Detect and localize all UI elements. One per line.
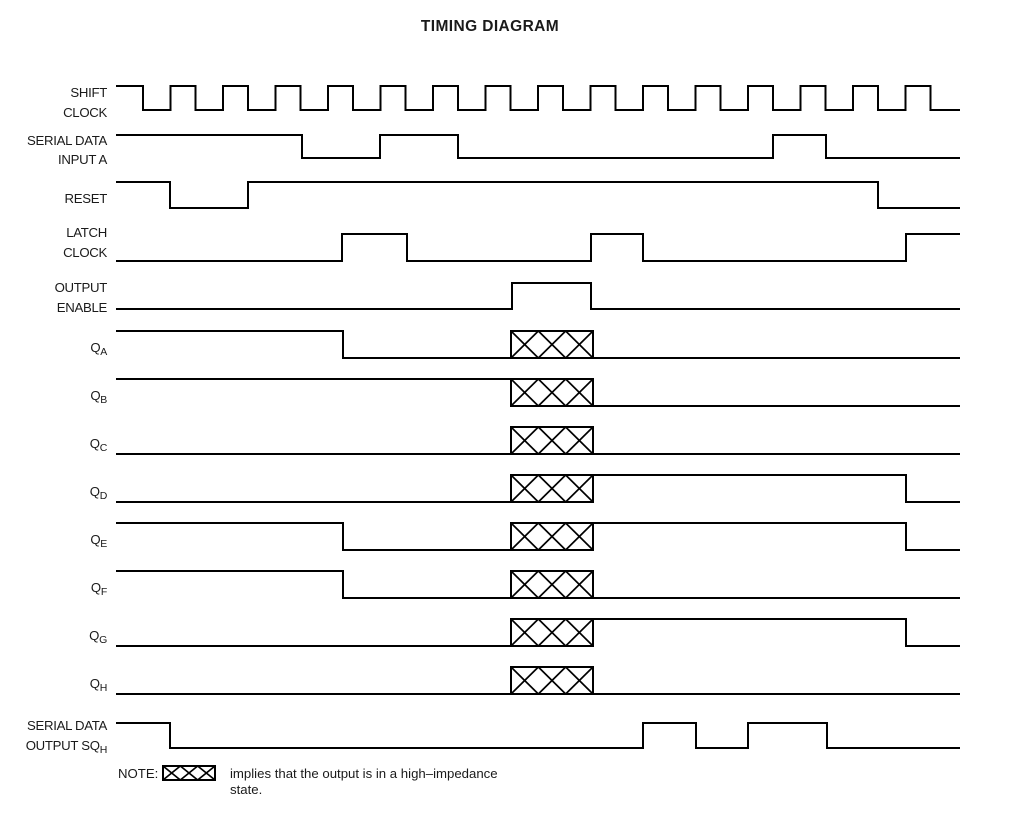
high-impedance-box <box>511 619 593 646</box>
high-impedance-icon <box>163 766 215 780</box>
waveform-qa <box>117 331 511 358</box>
signal-label-latch-clock: LATCH <box>66 225 107 240</box>
signal-label-qb: $Q_B$ <box>90 388 107 406</box>
signal-row-shift-clock <box>63 85 959 120</box>
note-label: NOTE: <box>118 766 159 781</box>
signal-label-serial-data-input-a: SERIAL DATA <box>27 133 107 148</box>
signal-row-qg <box>89 619 959 646</box>
waveform-rows <box>26 85 959 756</box>
high-impedance-box <box>511 379 593 406</box>
signal-row-qh <box>90 667 959 694</box>
signal-row-qa <box>90 331 959 358</box>
signal-row-qd <box>90 475 959 502</box>
waveform-qe-post <box>593 523 959 550</box>
waveform-serial-data-output-sqh <box>117 723 959 748</box>
signal-row-qf <box>91 571 959 598</box>
waveform-qg-post <box>593 619 959 646</box>
high-impedance-box <box>511 475 593 502</box>
waveform-serial-data-input-a <box>117 135 959 158</box>
signal-row-reset <box>65 182 959 208</box>
signal-label-serial-data-output-sqh: SERIAL DATA <box>27 718 107 733</box>
signal-label-qa: $Q_A$ <box>90 340 107 358</box>
high-impedance-box <box>163 766 215 780</box>
waveform-qe <box>117 523 511 550</box>
waveform-reset <box>117 182 959 208</box>
signal-row-serial-data-output-sqh <box>26 718 959 756</box>
signal-label-output-enable: OUTPUT <box>54 280 107 295</box>
high-impedance-box <box>511 427 593 454</box>
signal-label-shift-clock: CLOCK <box>63 105 107 120</box>
waveform-shift-clock <box>117 86 959 110</box>
signal-row-qe <box>90 523 959 550</box>
high-impedance-box <box>511 667 593 694</box>
signal-row-output-enable <box>55 280 959 315</box>
waveform-output-enable <box>117 283 959 309</box>
waveform-qd-post <box>593 475 959 502</box>
signal-label-qf: $Q_F$ <box>90 580 107 598</box>
signal-row-serial-data-input-a <box>27 133 959 167</box>
signal-row-qc <box>90 427 959 454</box>
signal-row-latch-clock <box>63 225 959 261</box>
note-text-line1: implies that the output is in a high–impedance <box>230 766 498 781</box>
signal-label-serial-data-input-a: INPUT A <box>58 152 107 167</box>
signal-label-qc: $Q_C$ <box>89 436 107 454</box>
signal-label-output-enable: ENABLE <box>56 300 107 315</box>
signal-label-latch-clock: CLOCK <box>63 245 107 260</box>
signal-label-qh: $Q_H$ <box>89 676 107 694</box>
page-title: TIMING DIAGRAM <box>420 18 560 35</box>
high-impedance-box <box>511 331 593 358</box>
high-impedance-box <box>511 571 593 598</box>
waveform-qf <box>117 571 511 598</box>
signal-label-shift-clock: SHIFT <box>70 85 107 100</box>
signal-label-qe: $Q_E$ <box>90 532 107 550</box>
note-text-line2: state. <box>230 782 263 797</box>
signal-row-qb <box>90 379 959 406</box>
signal-label-serial-data-output-sqh: OUTPUT $SQ_H$ <box>25 738 107 756</box>
signal-label-qg: $Q_G$ <box>89 628 107 646</box>
signal-label-qd: $Q_D$ <box>89 484 107 502</box>
note <box>118 766 498 797</box>
high-impedance-box <box>511 523 593 550</box>
waveform-latch-clock <box>117 234 959 261</box>
signal-label-reset: RESET <box>64 191 107 206</box>
